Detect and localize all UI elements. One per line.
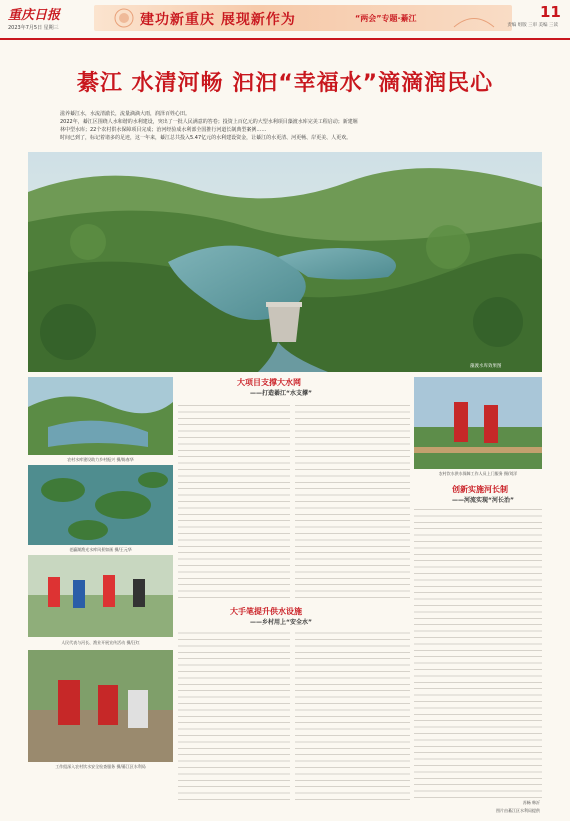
section-title: 大手笔提升供水设施: [230, 607, 302, 616]
lead-line: 滋养綦江水，水流清澈长，流量滴滴大雨，润泽百姓心田。: [60, 111, 191, 117]
section-title: 创新实施河长制: [452, 485, 508, 494]
river-walk-photo: [414, 377, 542, 469]
publicity-event-photo: [28, 555, 173, 637]
editor-credits: 责编 组版 三审 美编 三读: [507, 23, 558, 28]
header-divider: [0, 38, 570, 40]
section-subtitle: ——打造綦江“水支撑”: [250, 390, 312, 397]
photo-caption: 农村饮水供水保障工作人员上门服务 摄/刘洋: [438, 471, 518, 476]
page-number: 11: [540, 3, 561, 21]
lake-islands-photo: [28, 465, 173, 545]
article-lead: [60, 110, 510, 142]
lead-line: 时间已到了，标记着诸多的足迹，这一年来，綦江总共投入5.47亿元的水利建设资金，让綦江的水更清、河更畅、岸更美、人更欢。: [60, 135, 352, 141]
article-body-text: [178, 630, 290, 800]
section-subtitle: ——乡村用上“安全水”: [250, 619, 312, 626]
photo-caption: 老瀛湖渔光水库风景如画 摄/王元华: [69, 547, 132, 552]
reservoir-photo: [28, 377, 173, 455]
lead-line: 林中型水库；22个农村供水保障项目完成；治河经验成水利部全国推行河道长制典型案例……: [60, 127, 267, 133]
photo-caption: 工作组深入农村饮水安全检查服务 摄/綦江区水利局: [55, 764, 146, 769]
issue-date: 2023年7月5日 星期三: [8, 25, 59, 31]
section-title: 大项目支撑大水网: [237, 378, 301, 387]
photo-source-credit: 图片由綦江区水利局提供: [496, 808, 540, 813]
section-subtitle: ——河流实现“河长治”: [452, 497, 514, 504]
article-body-text: [295, 402, 410, 598]
inspection-photo: [28, 650, 173, 762]
photo-caption: 农村水库建设助力乡村振兴 摄/陈春华: [67, 457, 134, 462]
reservoir-rendering-image: [28, 152, 542, 372]
article-body-text: [295, 630, 410, 800]
photo-caption: 人民代表与河长、渔业开展宣传活动 摄/汪红: [61, 640, 140, 645]
lead-line: 2022年，綦江区围绕人水和谐的水利建设，突出了一批人民满意的答卷；投资上百亿元的大型水利项目藻渡水库完美工程启动；新建堰: [60, 119, 358, 125]
hero-caption: 藻渡水库效果图: [470, 364, 502, 369]
banner-title: 建功新重庆 展现新作为: [140, 12, 296, 28]
article-headline: 綦江 水清河畅 汩汩“幸福水”滴滴润民心: [76, 71, 494, 96]
newspaper-logo: 重庆日报: [8, 8, 61, 23]
article-body-text: [414, 508, 542, 798]
banner-subtitle: “两会”专题·綦江: [355, 14, 417, 23]
author-byline: 苏畅 韩沂: [522, 800, 540, 805]
article-body-text: [178, 402, 290, 598]
